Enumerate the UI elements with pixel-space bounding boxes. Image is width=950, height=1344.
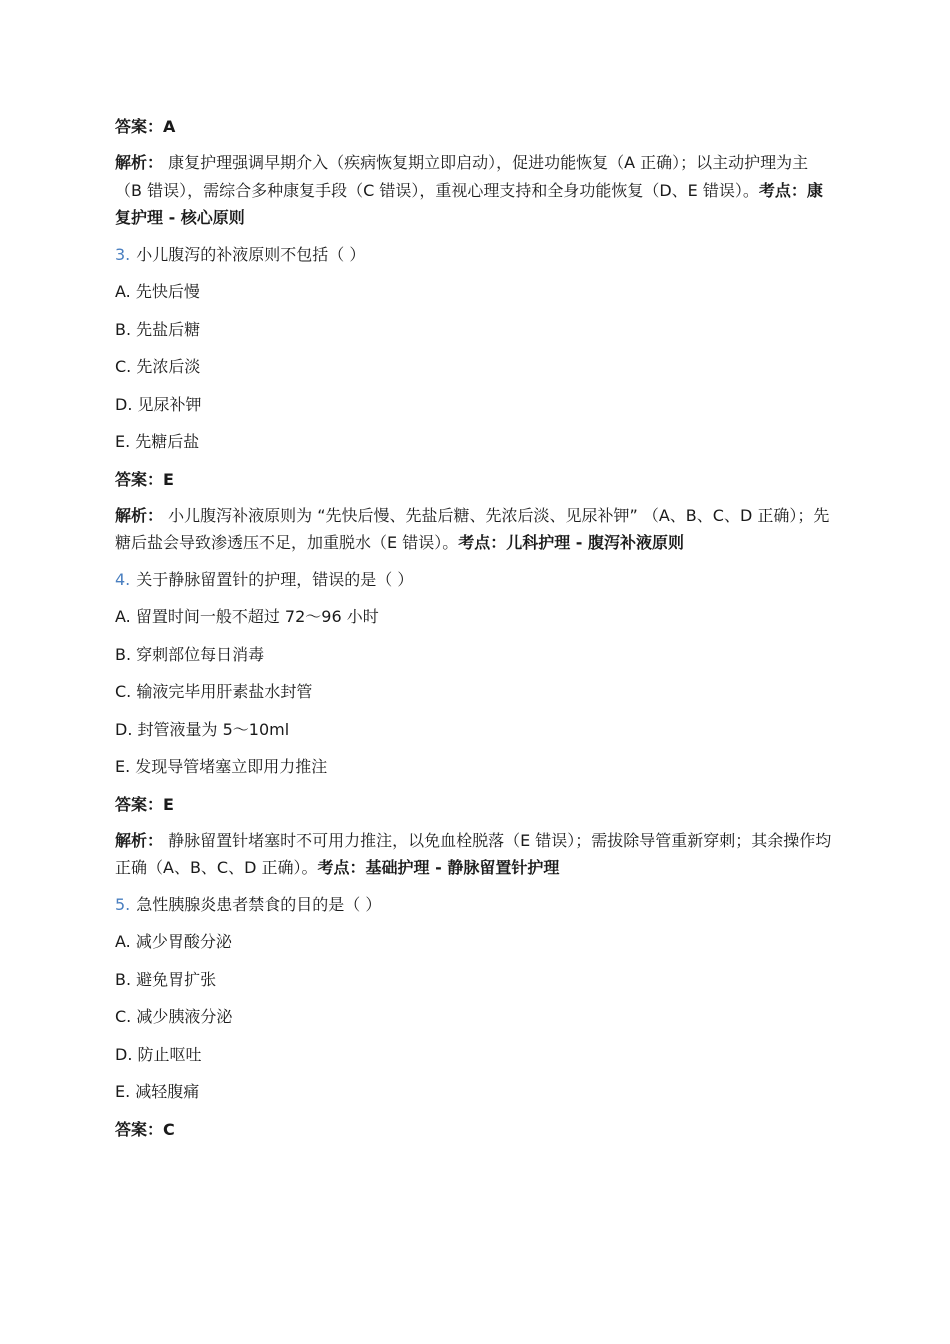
- explanation-text: 静脉留置针堵塞时不可用力推注，以免血栓脱落（E 错误）；需拔除导管重新穿刺；其余操作均正确（A、B、C、D 正确）。: [115, 830, 832, 877]
- answer-line: 答案：E: [115, 469, 174, 489]
- kaodian-text: 儿科护理 - 腹泻补液原则: [506, 533, 685, 552]
- option-a: A. 留置时间一般不超过 72～96 小时: [115, 607, 379, 626]
- option-e: E. 减轻腹痛: [115, 1082, 200, 1101]
- explanation-text: 小儿腹泻补液原则为 “先快后慢、先盐后糖、先浓后淡、见尿补钾” （A、B、C、D 正确）；先糖后盐会导致渗透压不足，加重脱水（E 错误）。: [115, 505, 830, 552]
- option-a: A. 先快后慢: [115, 282, 200, 301]
- option-b: B. 避免胃扩张: [115, 969, 217, 989]
- question-4: [115, 565, 835, 603]
- question-3: [115, 240, 835, 278]
- question-5: [115, 890, 835, 928]
- option-d: D. 见尿补钾: [115, 394, 202, 414]
- question-text: 关于静脉留置针的护理，错误的是（ ）: [136, 569, 414, 589]
- option-b: B. 先盐后糖: [115, 319, 201, 339]
- kaodian-text: 康复护理 - 核心原则: [115, 180, 823, 227]
- option-d: D. 封管液量为 5～10ml: [115, 719, 290, 739]
- option-b: B. 穿刺部位每日消毒: [115, 644, 265, 664]
- question-text: 小儿腹泻的补液原则不包括（ ）: [136, 244, 366, 264]
- answer-line: 答案：A: [115, 117, 176, 136]
- kaodian-label: 考点：: [458, 533, 507, 552]
- document-page: [115, 112, 835, 1152]
- explanation-label: 解析：: [115, 830, 164, 850]
- explanation: [115, 827, 835, 882]
- option-a: A. 减少胃酸分泌: [115, 932, 232, 951]
- question-number: 4.: [115, 569, 131, 589]
- kaodian-label: 考点：: [317, 858, 366, 877]
- explanation-text: 康复护理强调早期介入（疾病恢复期立即启动），促进功能恢复（A 正确）；以主动护理为主（B 错误），需综合多种康复手段（C 错误），重视心理支持和全身功能恢复（D、E 错误）。: [115, 153, 809, 200]
- question-number: 3.: [115, 244, 131, 264]
- answer-line: 答案：C: [115, 1119, 175, 1139]
- kaodian-text: 基础护理 - 静脉留置针护理: [365, 858, 560, 877]
- option-d: D. 防止呕吐: [115, 1044, 202, 1064]
- option-c: C. 减少胰液分泌: [115, 1007, 233, 1026]
- option-e: E. 先糖后盐: [115, 432, 200, 451]
- question-text: 急性胰腺炎患者禁食的目的是（ ）: [136, 894, 382, 914]
- explanation: [115, 149, 835, 232]
- question-number: 5.: [115, 894, 131, 914]
- explanation-label: 解析：: [115, 153, 164, 172]
- explanation-label: 解析：: [115, 505, 164, 525]
- kaodian-label: 考点：: [758, 180, 807, 200]
- answer-line: 答案：E: [115, 794, 174, 814]
- option-c: C. 输液完毕用肝素盐水封管: [115, 682, 313, 701]
- option-c: C. 先浓后淡: [115, 357, 201, 376]
- option-e: E. 发现导管堵塞立即用力推注: [115, 757, 328, 776]
- explanation: [115, 502, 835, 557]
